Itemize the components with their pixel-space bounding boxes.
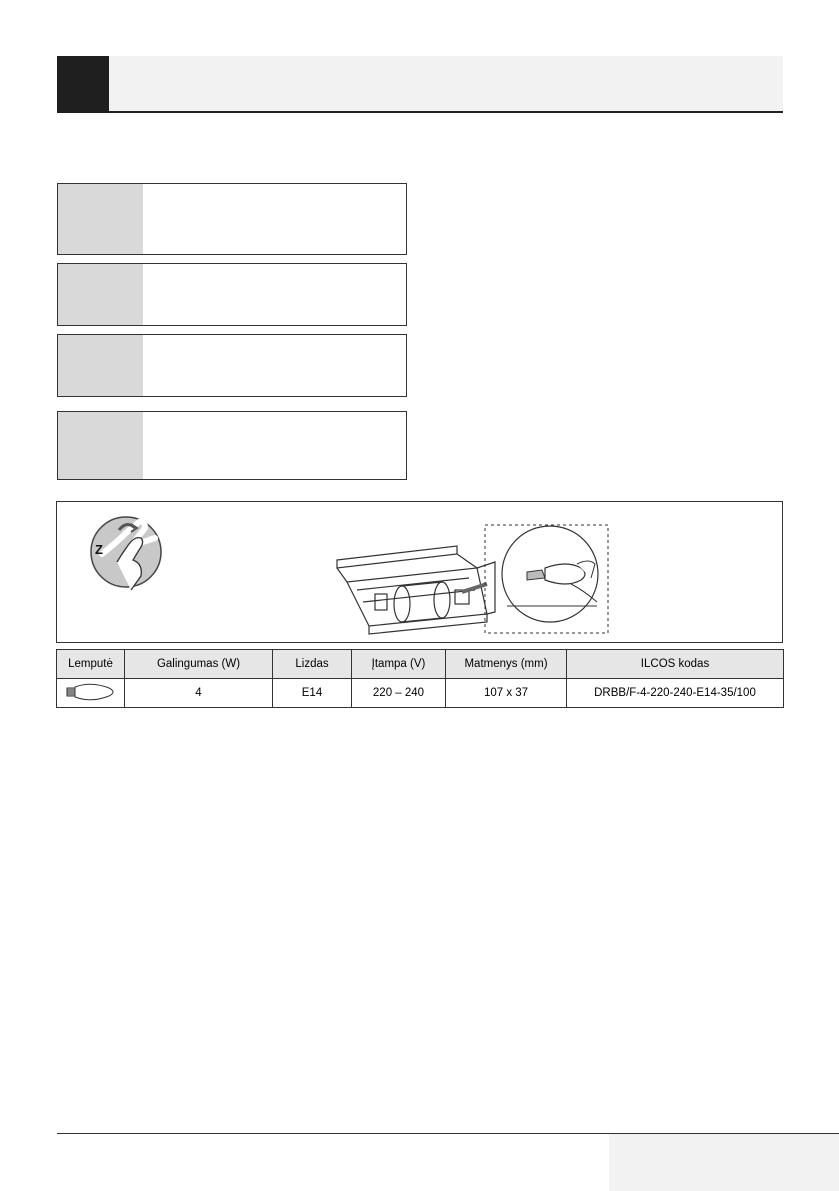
info-box-shade xyxy=(58,184,143,254)
footer-block xyxy=(609,1134,839,1191)
hand-press-icon xyxy=(91,517,161,590)
dimensions-cell: 107 x 37 xyxy=(446,679,567,708)
step-label-z: Z xyxy=(95,542,103,557)
column-header-power: Galingumas (W) xyxy=(125,650,273,679)
info-box-4 xyxy=(57,411,407,480)
bulb-detail-illustration xyxy=(502,526,598,622)
column-header-lamp: Lemputė xyxy=(57,650,125,679)
column-header-dimensions: Matmenys (mm) xyxy=(446,650,567,679)
info-box-shade xyxy=(58,264,143,325)
lamp-replacement-illustration xyxy=(56,501,783,643)
ilcos-cell: DRBB/F-4-220-240-E14-35/100 xyxy=(567,679,784,708)
section-header-bar xyxy=(57,56,783,113)
column-header-voltage: Įtampa (V) xyxy=(352,650,446,679)
info-box-1 xyxy=(57,183,407,255)
power-cell: 4 xyxy=(125,679,273,708)
table-row xyxy=(57,679,784,708)
table-header-row xyxy=(57,650,784,679)
hood-illustration xyxy=(337,546,495,634)
section-number-block xyxy=(57,56,109,113)
socket-cell: E14 xyxy=(273,679,352,708)
illustration-canvas xyxy=(57,502,782,642)
info-box-shade xyxy=(58,335,143,396)
lamp-spec-table xyxy=(56,649,784,708)
column-header-ilcos: ILCOS kodas xyxy=(567,650,784,679)
info-box-3 xyxy=(57,334,407,397)
info-box-shade xyxy=(58,412,143,479)
voltage-cell: 220 – 240 xyxy=(352,679,446,708)
candle-bulb-icon xyxy=(61,680,121,704)
lamp-cell xyxy=(57,679,125,708)
column-header-socket: Lizdas xyxy=(273,650,352,679)
info-box-2 xyxy=(57,263,407,326)
